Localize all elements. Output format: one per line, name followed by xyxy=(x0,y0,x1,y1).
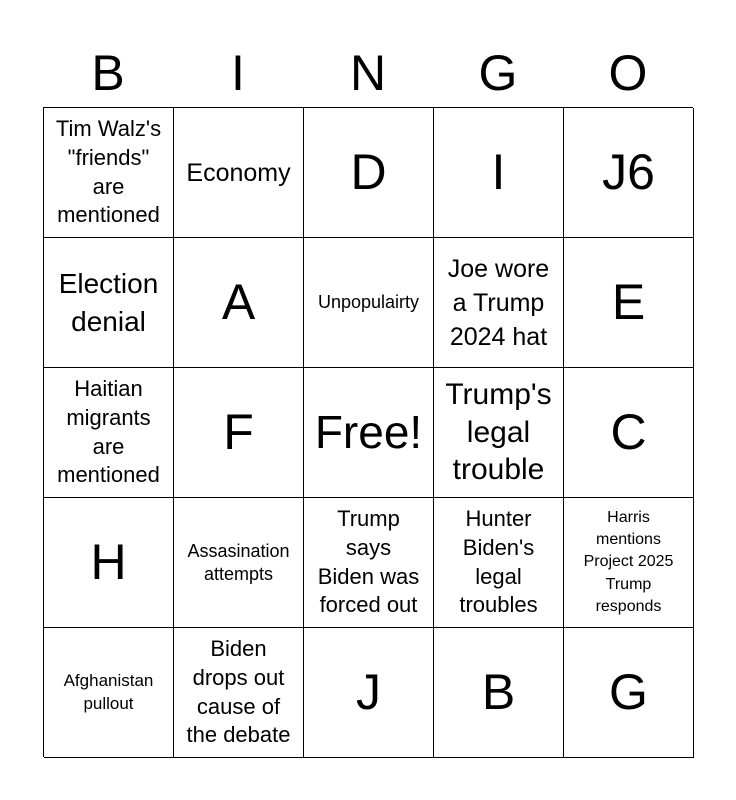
bingo-cell[interactable] xyxy=(174,108,304,238)
bingo-cell[interactable] xyxy=(44,628,174,758)
bingo-cell-label: J xyxy=(356,664,381,720)
bingo-cell[interactable] xyxy=(174,238,304,368)
bingo-cell[interactable] xyxy=(44,108,174,238)
bingo-header xyxy=(43,40,693,106)
bingo-cell[interactable] xyxy=(564,628,694,758)
bingo-cell-label: J6 xyxy=(602,144,655,200)
header-letter-n: N xyxy=(349,45,387,101)
header-letter-g: G xyxy=(478,45,518,101)
bingo-cell-label: Assasination attempts xyxy=(187,540,290,584)
bingo-cell[interactable] xyxy=(564,108,694,238)
bingo-cell[interactable] xyxy=(434,498,564,628)
bingo-cell[interactable] xyxy=(174,368,304,498)
bingo-cell[interactable] xyxy=(304,498,434,628)
bingo-cell[interactable] xyxy=(434,368,564,498)
bingo-cell[interactable] xyxy=(434,238,564,368)
header-letter-b: B xyxy=(91,45,125,101)
header-letter-i: I xyxy=(231,45,245,101)
bingo-cell-label: F xyxy=(223,404,254,460)
bingo-cell[interactable] xyxy=(564,498,694,628)
bingo-cell-label: C xyxy=(610,404,647,460)
header-letter-o: O xyxy=(608,45,648,101)
bingo-cell[interactable] xyxy=(434,108,564,238)
bingo-cell-label: Trump says Biden was forced out xyxy=(317,506,420,618)
bingo-cell-label: D xyxy=(350,144,387,200)
bingo-cell[interactable] xyxy=(44,238,174,368)
bingo-cell-label: A xyxy=(221,274,256,330)
bingo-cell-label: H xyxy=(90,534,127,590)
bingo-cell-label: Joe wore a Trump 2024 hat xyxy=(447,254,550,351)
bingo-cell-label: E xyxy=(611,274,646,330)
bingo-cell[interactable] xyxy=(174,628,304,758)
bingo-cell-label: Haitian migrants are mentioned xyxy=(57,376,160,488)
bingo-cell[interactable] xyxy=(564,368,694,498)
bingo-cell-label: I xyxy=(491,144,506,200)
bingo-cell-label: Hunter Biden's legal troubles xyxy=(459,506,538,618)
bingo-cell-label: Harris mentions Project 2025 Trump responds xyxy=(583,508,674,616)
bingo-board xyxy=(43,107,693,757)
bingo-cell-label: B xyxy=(481,664,516,720)
bingo-cell[interactable] xyxy=(174,498,304,628)
bingo-cell[interactable] xyxy=(304,238,434,368)
bingo-cell-label: Biden drops out cause of the debate xyxy=(186,636,291,748)
bingo-cell-label: Trump's legal trouble xyxy=(445,378,552,487)
bingo-cell[interactable] xyxy=(304,628,434,758)
bingo-cell-label: G xyxy=(609,664,648,720)
bingo-cell[interactable] xyxy=(44,368,174,498)
bingo-cell[interactable] xyxy=(44,498,174,628)
bingo-cell-label: Unpopulairty xyxy=(317,292,420,313)
bingo-cell-label: Economy xyxy=(186,158,291,187)
bingo-cell[interactable] xyxy=(434,628,564,758)
bingo-cell-label: Election denial xyxy=(58,267,159,337)
bingo-cell[interactable] xyxy=(304,108,434,238)
bingo-cell[interactable] xyxy=(304,368,434,498)
bingo-cell-label: Free! xyxy=(314,406,423,459)
bingo-cell-label: Afghanistan pullout xyxy=(63,671,154,713)
bingo-cell-label: Tim Walz's "friends" are mentioned xyxy=(55,116,162,228)
bingo-cell[interactable] xyxy=(564,238,694,368)
